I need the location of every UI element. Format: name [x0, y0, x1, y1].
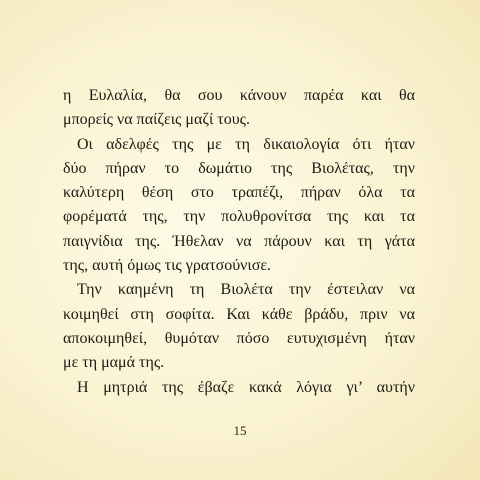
text-line: φορέματά της, την πολυθρονίτσα της και τα: [63, 208, 415, 226]
text-line: δύο πήραν το δωμάτιο της Βιολέτας, την: [63, 159, 415, 177]
paragraph-first-line: Οι αδελφές της με τη δικαιολογία ότι ήταν: [77, 135, 415, 153]
text-line: με τη μαμά της.: [63, 354, 165, 372]
text-line: μπορείς να παίζεις μαζί τους.: [63, 111, 250, 129]
text-line: καλύτερη θέση στο τραπέζι, πήραν όλα τα: [63, 184, 415, 202]
body-text: [63, 84, 415, 400]
text-line: η Ευλαλία, θα σου κάνουν παρέα και θα: [63, 87, 415, 104]
text-line: κοιμηθεί στη σοφίτα. Και κάθε βράδυ, πριν να: [63, 305, 415, 323]
text-line: παιγνίδια της. Ήθελαν να πάρουν και τη γάτα: [63, 232, 415, 250]
page-number: 15: [233, 423, 247, 438]
paragraph-first-line: Την καημένη τη Βιολέτα την έστειλαν να: [77, 281, 415, 299]
paragraph-first-line: Η μητριά της έβαζε κακά λόγια γι’ αυτήν: [77, 378, 415, 396]
text-line: αποκοιμηθεί, θυμόταν πόσο ευτυχισμένη ήταν: [63, 329, 415, 347]
text-line: της, αυτή όμως τις γρατσούνισε.: [63, 257, 272, 275]
